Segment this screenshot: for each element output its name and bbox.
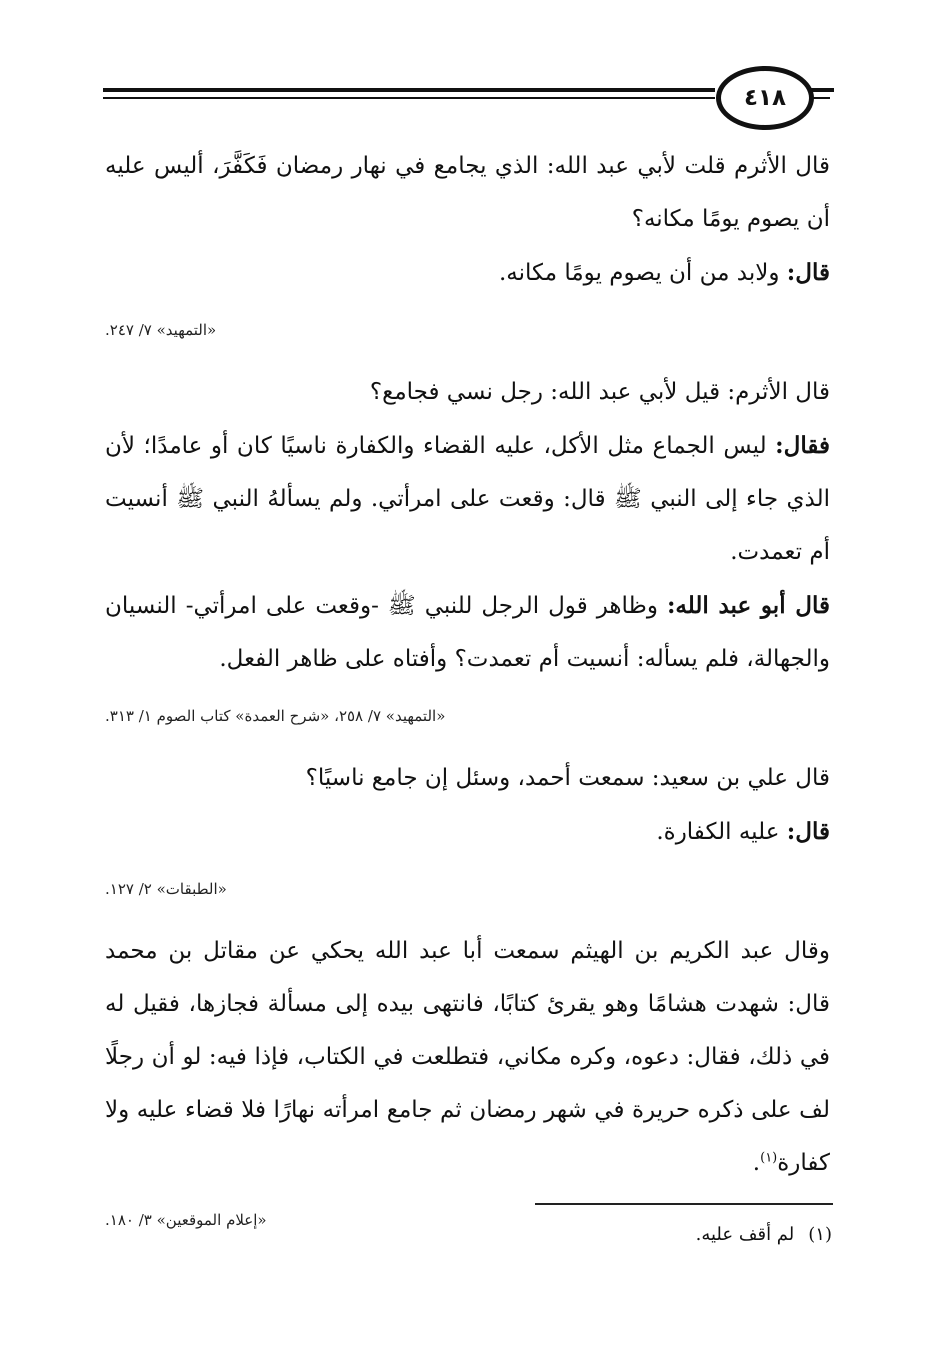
paragraph-text: قال الأثرم: قيل لأبي عبد الله: رجل نسي فجامع؟ xyxy=(369,379,830,405)
footnote-divider xyxy=(535,1203,833,1205)
entry-1 xyxy=(105,140,830,342)
citation-text: «التمهيد» ٧/ ٢٤٧. xyxy=(105,321,217,339)
speaker-lead: قال: xyxy=(786,818,830,845)
paragraph xyxy=(105,419,830,579)
paragraph xyxy=(105,140,830,246)
paragraph xyxy=(105,579,830,686)
page-body xyxy=(105,140,830,1256)
citation-text: «التمهيد» ٧/ ٢٥٨، «شرح العمدة» كتاب الصوم ١/ ٣١٣. xyxy=(105,707,446,725)
paragraph-text: وظاهر قول الرجل للنبي ﷺ -وقعت على امرأتي- النسيان والجهالة، فلم يسأله: أنسيت أم تعمدت؟ وأفتاه على ظاهر الفعل. xyxy=(105,593,830,672)
speaker-lead: قال: xyxy=(786,259,830,286)
footnote-reference[interactable]: (١) xyxy=(760,1150,778,1166)
entry-2 xyxy=(105,366,830,728)
paragraph xyxy=(105,752,830,805)
paragraph-text: عليه الكفارة. xyxy=(656,819,787,845)
citation xyxy=(105,318,830,342)
header-rule-thick xyxy=(103,88,715,92)
paragraph xyxy=(105,366,830,419)
header-rule-thin xyxy=(103,97,715,99)
speaker-lead: قال أبو عبد الله: xyxy=(666,592,830,619)
citation-text: «الطبقات» ٢/ ١٢٧. xyxy=(105,880,227,898)
footnote-text: لم أقف عليه. xyxy=(695,1224,795,1245)
citation xyxy=(105,704,830,728)
paragraph-text: قال الأثرم قلت لأبي عبد الله: الذي يجامع في نهار رمضان فَكَفَّرَ، أليس عليه أن يصوم يومًا مكانه؟ xyxy=(105,153,830,232)
speaker-lead: فقال: xyxy=(775,432,830,459)
entry-3 xyxy=(105,752,830,901)
paragraph-text: ليس الجماع مثل الأكل، عليه القضاء والكفارة ناسيًا كان أو عامدًا؛ لأن الذي جاء إلى النبي ﷺ قال: وقعت على امرأتي. ولم يسألهُ النبي ﷺ أنسيت أم تعمدت. xyxy=(105,433,830,565)
paragraph-text: قال علي بن سعيد: سمعت أحمد، وسئل إن جامع ناسيًا؟ xyxy=(305,765,830,791)
page-header xyxy=(0,0,935,140)
paragraph-text: وقال عبد الكريم بن الهيثم سمعت أبا عبد الله يحكي عن مقاتل بن محمد قال: شهدت هشامًا وهو يقرئ كتابًا، فانتهى بيده إلى مسألة فجازها، فقيل له في ذلك، فقال: دعوه، وكره مكاني، فتطلعت في الكتاب، فإذا فيه: لو أن رجلًا لف على ذكره حريرة في شهر رمضان ثم جامع امرأته نهارًا فلا قضاء عليه ولا كفارة xyxy=(105,938,830,1176)
paragraph-tail: . xyxy=(752,1150,761,1176)
paragraph xyxy=(105,925,830,1190)
citation-text: «إعلام الموقعين» ٣/ ١٨٠. xyxy=(105,1211,267,1229)
page-number: ٤١٨ xyxy=(716,66,814,130)
paragraph xyxy=(105,246,830,300)
entry-4 xyxy=(105,925,830,1232)
paragraph-text: ولابد من أن يصوم يومًا مكانه. xyxy=(498,260,787,286)
paragraph xyxy=(105,805,830,859)
footnote-number: (١) xyxy=(808,1224,832,1245)
footnote xyxy=(400,1220,832,1250)
citation xyxy=(105,877,830,901)
